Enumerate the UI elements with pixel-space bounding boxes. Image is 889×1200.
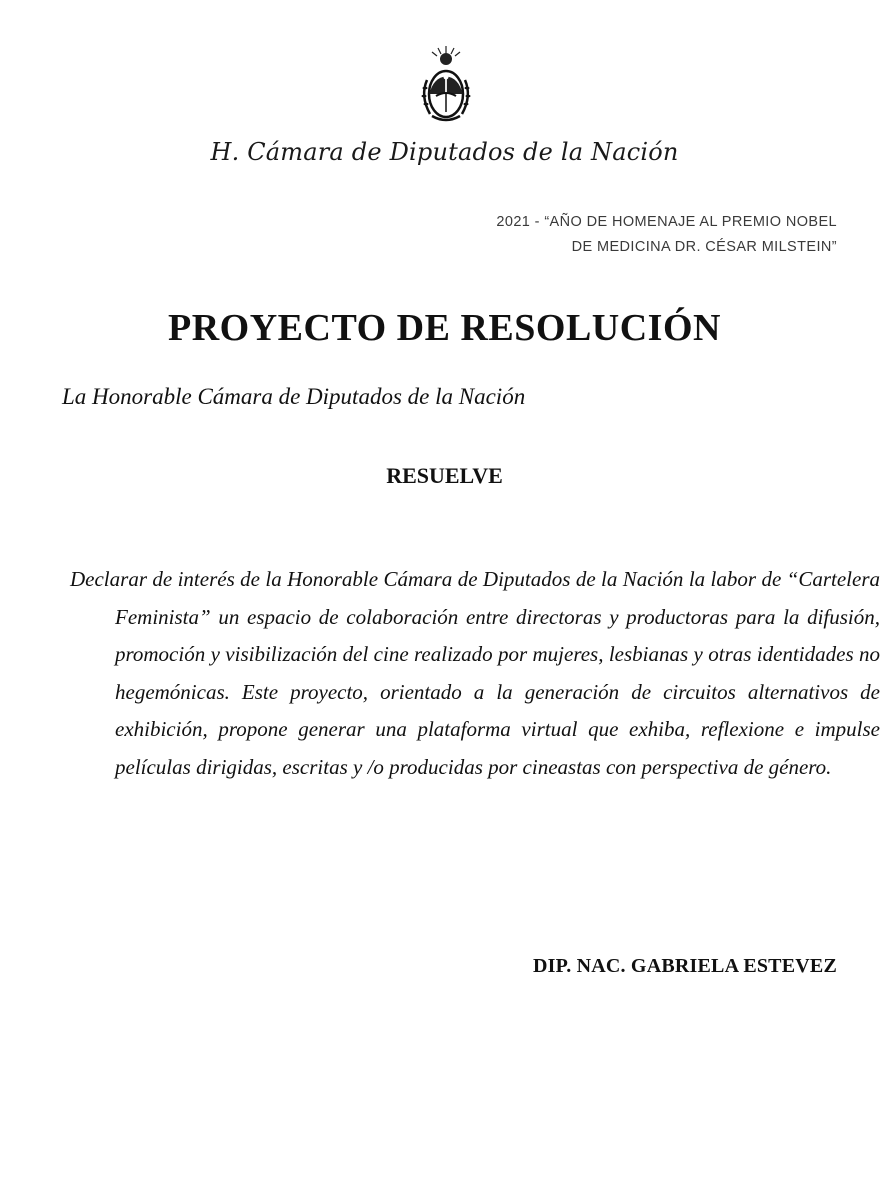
resolution-verb: RESUELVE bbox=[386, 463, 503, 488]
year-motto-line-2: DE MEDICINA DR. CÉSAR MILSTEIN” bbox=[571, 239, 837, 255]
resolution-body: Declarar de interés de la Honorable Cámara de Diputados de la Nación la labor de “Cartelera Feminista” un espacio de colaboración entre directoras y productoras para la difusión, promoción y visibilización del cine realizado por mujeres, lesbianas y otras identidades no hegemónicas. Este proyecto, orientado a la generación de circuitos alternativos de exhibición, propone generar una plataforma virtual que exhiba, reflexione e impulse películas dirigidas, escritas y /o producidas por cineastas con perspectiva de género. bbox=[70, 567, 880, 779]
document-title: PROYECTO DE RESOLUCIÓN bbox=[168, 307, 721, 349]
chamber-name: H. Cámara de Diputados de la Nación bbox=[210, 138, 679, 166]
year-motto bbox=[496, 210, 837, 260]
signature: DIP. NAC. GABRIELA ESTEVEZ bbox=[533, 955, 837, 977]
issuer-line: La Honorable Cámara de Diputados de la Nación bbox=[62, 384, 526, 409]
argentine-coat-of-arms-icon bbox=[418, 44, 474, 126]
year-motto-line-1: 2021 - “AÑO DE HOMENAJE AL PREMIO NOBEL bbox=[496, 214, 837, 230]
